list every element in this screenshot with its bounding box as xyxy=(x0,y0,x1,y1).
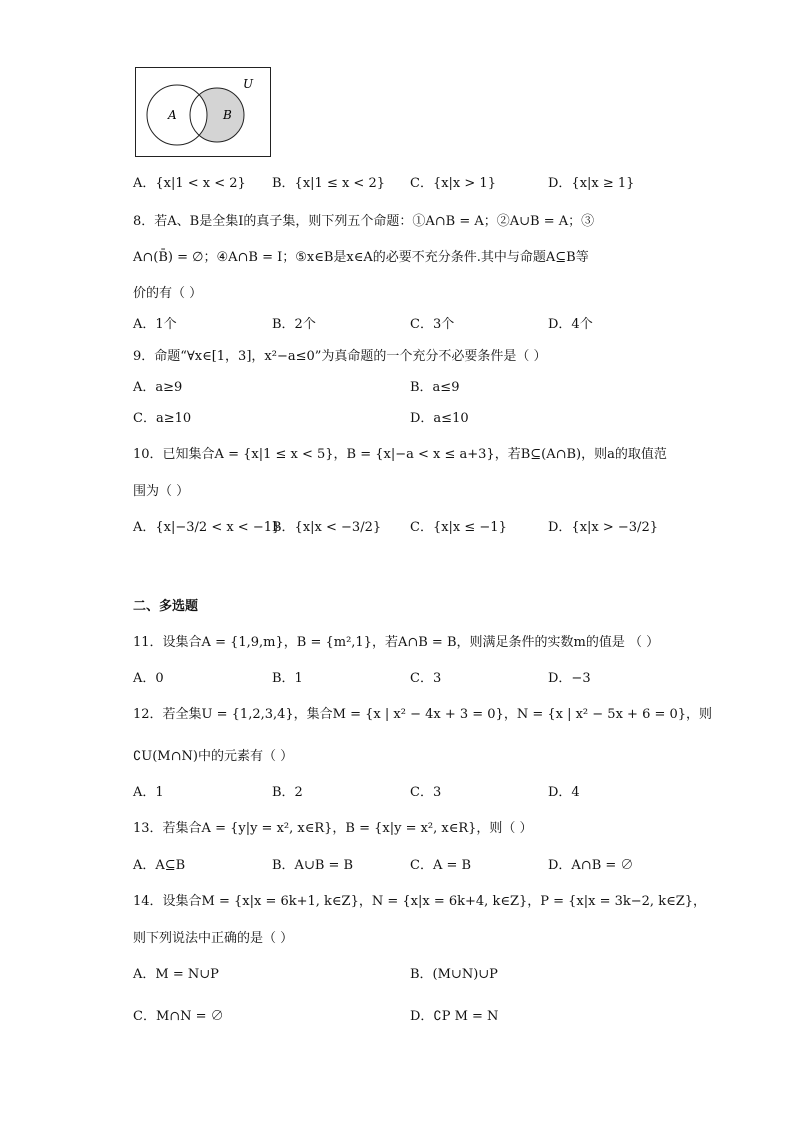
q8-option-a: A．1个 xyxy=(133,317,177,332)
q12-option-c: C．3 xyxy=(410,785,442,800)
q12-option-b: B．2 xyxy=(272,785,303,800)
q11-option-b: B．1 xyxy=(272,671,303,686)
q13-stem: 13．若集合A = {y|y = x², x∈R}，B = {x|y = x², x∈R}，则（ ） xyxy=(133,821,533,836)
venn-label-u: U xyxy=(243,77,254,91)
q8-stem-line2: A∩(B̄) = ∅；④A∩B = I；⑤x∈B是x∈A的必要不充分条件.其中与命题A⊆B等 xyxy=(133,250,589,265)
q10-option-d: D．{x|x > −3/2} xyxy=(548,520,658,535)
q12-option-d: D．4 xyxy=(548,785,580,800)
q14-stem-line1: 14．设集合M = {x|x = 6k+1, k∈Z}，N = {x|x = 6k+4, k∈Z}，P = {x|x = 3k−2, k∈Z}， xyxy=(133,894,707,909)
q11-option-d: D．−3 xyxy=(548,671,591,686)
q13-option-d: D．A∩B = ∅ xyxy=(548,858,634,873)
q13-option-b: B．A∪B = B xyxy=(272,858,354,873)
q10-stem-line2: 围为（ ） xyxy=(133,484,190,499)
q8-option-b: B．2个 xyxy=(272,317,316,332)
q10-option-b: B．{x|x < −3/2} xyxy=(272,520,382,535)
q14-option-c: C．M∩N = ∅ xyxy=(133,1009,224,1024)
q14-option-d: D．∁P M = N xyxy=(410,1009,499,1024)
q8-stem-line1: 8．若A、B是全集I的真子集，则下列五个命题：①A∩B = A；②A∪B = A；③ xyxy=(133,214,595,229)
q14-stem-line2: 则下列说法中正确的是（ ） xyxy=(133,931,294,946)
q7-option-c: C．{x|x > 1} xyxy=(410,176,496,191)
q14-option-a: A．M = N∪P xyxy=(133,967,219,982)
q13-option-c: C．A = B xyxy=(410,858,472,873)
q14-option-b: B．(M∪N)∪P xyxy=(410,967,498,982)
q8-option-d: D．4个 xyxy=(548,317,593,332)
q11-option-c: C．3 xyxy=(410,671,442,686)
q9-option-d: D．a≤10 xyxy=(410,411,469,426)
section-multiple-choice-title: 二、多选题 xyxy=(133,599,199,614)
q12-stem-line2: ∁U(M∩N)中的元素有（ ） xyxy=(133,749,294,764)
venn-label-a: A xyxy=(168,108,177,122)
q10-option-a: A．{x|−3/2 < x < −1} xyxy=(133,520,281,535)
q9-option-c: C．a≥10 xyxy=(133,411,192,426)
q8-stem-line3: 价的有（ ） xyxy=(133,286,203,301)
q8-option-c: C．3个 xyxy=(410,317,455,332)
q7-option-d: D．{x|x ≥ 1} xyxy=(548,176,635,191)
q7-option-b: B．{x|1 ≤ x < 2} xyxy=(272,176,385,191)
venn-label-b: B xyxy=(223,108,232,122)
q12-stem-line1: 12．若全集U = {1,2,3,4}，集合M = {x | x² − 4x + 3 = 0}，N = {x | x² − 5x + 6 = 0}，则 xyxy=(133,707,713,722)
q10-stem-line1: 10．已知集合A = {x|1 ≤ x < 5}，B = {x|−a < x ≤ a+3}，若B⊆(A∩B)，则a的取值范 xyxy=(133,447,667,462)
q9-option-b: B．a≤9 xyxy=(410,380,460,395)
q7-option-a: A．{x|1 < x < 2} xyxy=(133,176,246,191)
q9-stem: 9．命题“∀x∈[1，3]，x²−a≤0”为真命题的一个充分不必要条件是（ ） xyxy=(133,349,547,364)
venn-diagram xyxy=(135,67,271,157)
q9-option-a: A．a≥9 xyxy=(133,380,183,395)
q11-stem: 11．设集合A = {1,9,m}，B = {m²,1}，若A∩B = B，则满足条件的实数m的值是 （ ） xyxy=(133,635,660,650)
q10-option-c: C．{x|x ≤ −1} xyxy=(410,520,507,535)
q13-option-a: A．A⊆B xyxy=(133,858,186,873)
q12-option-a: A．1 xyxy=(133,785,164,800)
q11-option-a: A．0 xyxy=(133,671,164,686)
